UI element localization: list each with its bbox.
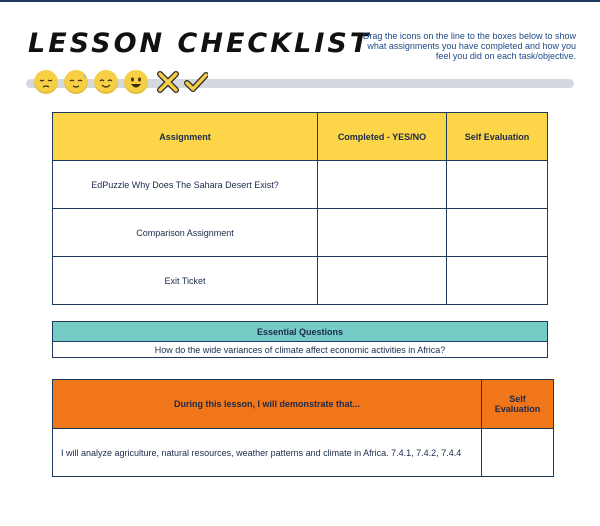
completed-column-header: Completed - YES/NO	[318, 113, 447, 161]
demonstrate-header: During this lesson, I will demonstrate that...	[53, 380, 482, 429]
self-evaluation-drop-box[interactable]	[447, 161, 548, 209]
assignment-name: EdPuzzle Why Does The Sahara Desert Exist?	[53, 161, 318, 209]
assignment-column-header: Assignment	[53, 113, 318, 161]
essential-question-text: How do the wide variances of climate affect economic activities in Africa?	[53, 342, 548, 358]
table-row	[53, 209, 548, 257]
completed-drop-box[interactable]	[318, 209, 447, 257]
instructions-text: Drag the icons on the line to the boxes below to show what assignments you have completed and how you feel you did on each task/objective.	[362, 31, 576, 61]
self-evaluation-column-header: Self Evaluation	[447, 113, 548, 161]
assignment-name: Exit Ticket	[53, 257, 318, 305]
self-evaluation-drop-box[interactable]	[447, 257, 548, 305]
check-mark-icon[interactable]	[184, 70, 208, 94]
demonstrate-statement: I will analyze agriculture, natural resources, weather patterns and climate in Africa. 7.4.1, 7.4.2, 7.4.4	[53, 429, 482, 477]
table-row	[53, 257, 548, 305]
essential-questions-header: Essential Questions	[53, 322, 548, 342]
self-evaluation-drop-box[interactable]	[447, 209, 548, 257]
neutral-face-icon[interactable]	[94, 70, 118, 94]
assignment-name: Comparison Assignment	[53, 209, 318, 257]
demonstrate-self-evaluation-header: Self Evaluation	[482, 380, 554, 429]
demonstrate-table	[52, 379, 554, 477]
sweat-face-icon[interactable]	[64, 70, 88, 94]
demonstrate-self-evaluation-drop-box[interactable]	[482, 429, 554, 477]
top-border-line	[0, 0, 600, 2]
essential-questions-table	[52, 321, 548, 358]
table-row	[53, 161, 548, 209]
assignment-header-row	[53, 113, 548, 161]
assignment-table	[52, 112, 548, 305]
page-title: LESSON CHECKLIST	[28, 28, 372, 59]
sad-face-icon[interactable]	[34, 70, 58, 94]
completed-drop-box[interactable]	[318, 257, 447, 305]
completed-drop-box[interactable]	[318, 161, 447, 209]
happy-face-icon[interactable]	[124, 70, 148, 94]
x-mark-icon[interactable]	[156, 70, 180, 94]
